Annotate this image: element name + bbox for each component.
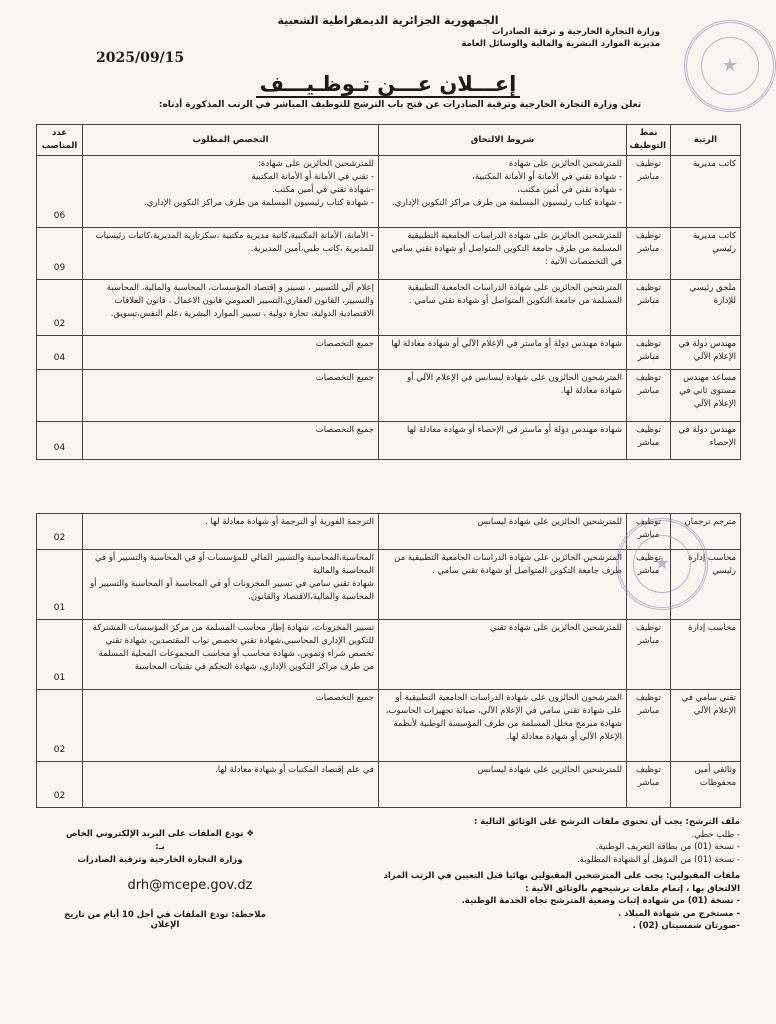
cell-specialty: المحاسبة،المحاسبة والتسيير المالي للمؤسسات أو في المحاسبة والتسيير أو في المحاسبة والمالية شهادة تقني سامي في تسيير المخزونات أو في المحاسبة أو المحاسبة والتسيير أو المحاسبة والمالية،الاقتصاد والقانون. bbox=[83, 550, 379, 620]
accepted-item: -صورتان شمسيتان (02) . bbox=[632, 921, 740, 931]
table-row bbox=[37, 156, 741, 228]
cell-rank: ملحق رئيسي للإدارة bbox=[671, 280, 741, 336]
col-header-count: عدد المناصب bbox=[37, 125, 83, 156]
cell-conditions: المترشحون الحائزون على شهادة الدراسات الجامعية التطبيقية أو على شهادة تقني سامي في الإعلام الآلي، صيانة تجهيزات الحاسوب، شهادة مبرمج محلل المسلمة من طرف المؤسسة الوطنية لأنظمة الإعلام الآلي أو شهادة معادلة لها. bbox=[379, 690, 627, 762]
docs-title: ملف الترشح: يجب أن تحتوي ملفات الترشح على الوثائق التالية : bbox=[473, 817, 740, 827]
cell-conditions: للمترشحين الحائزين على شهادة - شهادة تقني في الأمانة أو الأمانة المكتبية، - شهادة تقني في أمين مكتب، - شهادة كتاب رئيسيون المسلمة من طرف مراكز التكوين الإداري. bbox=[379, 156, 627, 228]
cell-conditions: المترشحين الحائزين على شهادة الدراسات الجامعية التطبيقية المسلمة من جامعة التكوين المتواصل أو شهادة تقني سامي . bbox=[379, 280, 627, 336]
accepted-item: - نسخة (01) من شهادة إثبات وضعية المترشح تجاه الخدمة الوطنية. bbox=[461, 896, 740, 906]
cell-count: 01 bbox=[37, 550, 83, 620]
table-row bbox=[37, 280, 741, 336]
intro-text: تعلن وزارة التجارة الخارجية وترقية الصادرات عن فتح باب الترشح للتوظيف المباشر في الرتب المذكورة أدناه: bbox=[158, 100, 642, 110]
cell-mode: توظيف مباشر bbox=[627, 370, 671, 422]
cell-count: 02 bbox=[37, 762, 83, 808]
col-header-specialty: التخصص المطلوب bbox=[83, 125, 379, 156]
cell-conditions: للمترشحين الحائزين على شهادة الدراسات الجامعية التطبيقية المسلمة من طرف جامعة التكوين المتواصل أو شهادة تقني سامي في التخصصات الآتية : bbox=[379, 228, 627, 280]
title-text: إعـــلان عـــن تـوظـيـــف bbox=[256, 72, 521, 98]
cell-count: 01 bbox=[37, 620, 83, 690]
directorate-name: مديرية الموارد البشرية والمالية والوسائل العامة bbox=[461, 39, 660, 49]
cell-rank: كاتب مديرية رئيسي bbox=[671, 228, 741, 280]
accepted-title: ملفات المقبولين: يجب على المترشحين المقبولين نهائيا قبل التعيين في الرتب المراد الالتحاق بها ، إتمام ملفات ترشيحهم بالوثائق الآتية : bbox=[383, 871, 740, 894]
cell-count bbox=[37, 370, 83, 422]
cell-conditions: المترشحون الحائزون على شهادة ليسانس في الإعلام الآلي أو شهادة معادلة لها. bbox=[379, 370, 627, 422]
deposit-instructions bbox=[60, 828, 260, 867]
ministry-header bbox=[410, 26, 660, 50]
cell-rank: محاسب إدارة bbox=[671, 620, 741, 690]
deadline-note: ملاحظة: تودع الملفات في أجل 10 أيام من تاريخ الإعلان bbox=[64, 910, 266, 930]
cell-count: 09 bbox=[37, 228, 83, 280]
cell-count: 02 bbox=[37, 690, 83, 762]
table-row bbox=[37, 336, 741, 370]
table-row bbox=[37, 422, 741, 460]
cell-count: 04 bbox=[37, 336, 83, 370]
deposit-line: وزارة التجارة الخارجية وترقية الصادرات bbox=[77, 855, 243, 865]
cell-conditions: شهادة مهندس دولة أو ماستر في الإعلام الآلي أو شهادة معادلة لها bbox=[379, 336, 627, 370]
cell-rank: محاسب إدارة رئيسي bbox=[671, 550, 741, 620]
cell-mode: توظيف مباشر bbox=[627, 228, 671, 280]
ministry-name: وزارة التجارة الخارجية و ترقية الصادرات bbox=[491, 27, 660, 37]
cell-specialty: - الأمانة، الأمانة المكتبية،كاتبة مديرية مكتبية ،سكرتارية المديرية،كاتبات رئيسيات للمديرية ،كاتب طبي،أمين المديرية. bbox=[83, 228, 379, 280]
cell-rank: وثائقي أمين محفوظات bbox=[671, 762, 741, 808]
republic-header: الجمهورية الجزائرية الديمقراطية الشعبية bbox=[277, 14, 499, 27]
required-documents bbox=[362, 816, 740, 933]
cell-conditions: للمترشحين الحائزين على شهادة ليسانس bbox=[379, 762, 627, 808]
cell-conditions: المترشحين الحائزين على شهادة الدراسات الجامعية التطبيقية من طرف جامعة التكوين المتواصل أو شهادة تقني سامي . bbox=[379, 550, 627, 620]
table-header-row bbox=[37, 125, 741, 156]
cell-mode: توظيف مباشر bbox=[627, 620, 671, 690]
table-row bbox=[37, 620, 741, 690]
table-row bbox=[37, 690, 741, 762]
table-row bbox=[37, 762, 741, 808]
cell-specialty: الترجمة الفورية أو الترجمة أو شهادة معادلة لها . bbox=[83, 514, 379, 550]
announcement-date: 2025/09/15 bbox=[96, 50, 185, 66]
official-stamp: ★ bbox=[684, 20, 776, 112]
cell-rank: مساعد مهندس مستوى ثاني في الإعلام الآلي bbox=[671, 370, 741, 422]
cell-specialty: تسيير المخزونات، شهادة إطار محاسب المسلمة من مركز المؤسسات المشتركة للتكوين الإداري المحاسبي،شهادة تقني تخصص نواب المقتصدين، شهادة تقني تخصص شراء وتموين، شهادة محاسب أو محاسب المجموعات المحلية المسلمة من طرف مراكز التكوين الإداري، شهادة التحكم في تقنيات المحاسبة bbox=[83, 620, 379, 690]
deposit-line: ❖ تودع الملفات على البريد الإلكتروني الخاص بـ: bbox=[65, 829, 255, 852]
cell-count: 02 bbox=[37, 280, 83, 336]
cell-specialty: جميع التخصصات bbox=[83, 690, 379, 762]
doc-item: - نسخة (01) من بطاقة التعريف الوطنية. bbox=[595, 842, 740, 852]
doc-item: - نسخة (01) من المؤهل أو الشهادة المطلوبة. bbox=[576, 854, 740, 865]
cell-mode: توظيف مباشر bbox=[627, 550, 671, 620]
cell-conditions: للمترشحين الحائزين على شهادة تقني bbox=[379, 620, 627, 690]
cell-mode: توظيف مباشر bbox=[627, 690, 671, 762]
contact-email[interactable]: drh@mcepe.gov.dz bbox=[127, 878, 253, 893]
cell-rank: مترجم ترجمان bbox=[671, 514, 741, 550]
cell-count: 04 bbox=[37, 422, 83, 460]
cell-count: 06 bbox=[37, 156, 83, 228]
positions-table bbox=[36, 124, 741, 460]
cell-rank: تقني سامي في الإعلام الآلي bbox=[671, 690, 741, 762]
cell-rank: كاتب مديرية bbox=[671, 156, 741, 228]
cell-mode: توظيف مباشر bbox=[627, 422, 671, 460]
cell-rank: مهندس دولة في الإحصاء bbox=[671, 422, 741, 460]
cell-mode: توظيف مباشر bbox=[627, 514, 671, 550]
cell-specialty: للمترشحين الحائزين على شهادة: - تقني في الأمانة أو الأمانة المكتبية -شهادة تقني في أمين مكتب. - شهادة كتاب رئيسيون المسلمة من طرف مراكز التكوين الإداري. bbox=[83, 156, 379, 228]
cell-conditions: شهادة مهندس دولة أو ماستر في الإحصاء أو شهادة معادلة لها bbox=[379, 422, 627, 460]
cell-mode: توظيف مباشر bbox=[627, 280, 671, 336]
accepted-item: - مستخرج من شهادة الميلاد . bbox=[617, 908, 740, 919]
cell-conditions: للمترشحين الحائزين على شهادة ليسانس bbox=[379, 514, 627, 550]
cell-specialty: جميع التخصصات bbox=[83, 370, 379, 422]
cell-specialty: في علم إقتصاد المكتبات أو شهادة معادلة لها. bbox=[83, 762, 379, 808]
cell-mode: توظيف مباشر bbox=[627, 762, 671, 808]
cell-mode: توظيف مباشر bbox=[627, 336, 671, 370]
cell-rank: مهندس دولة في الإعلام الآلي bbox=[671, 336, 741, 370]
cell-count: 02 bbox=[37, 514, 83, 550]
col-header-conditions: شروط الالتحاق bbox=[379, 125, 627, 156]
cell-specialty: جميع التخصصات bbox=[83, 422, 379, 460]
cell-specialty: إعلام آلي للتسيير ، تسيير و إقتصاد المؤسسات، المحاسبة والمالية، المحاسبة والتسيير، القانون العقاري،التسيير العمومي قانون الاعمال ، قانون العلاقات الاقتصادية الدولية، تجارة دولية ، تسيير الموارد البشرية ،علم النفس،تسويق. bbox=[83, 280, 379, 336]
cell-mode: توظيف مباشر bbox=[627, 156, 671, 228]
table-row bbox=[37, 370, 741, 422]
page-title bbox=[0, 72, 776, 96]
col-header-mode: نمط التوظيف bbox=[627, 125, 671, 156]
table-row bbox=[37, 228, 741, 280]
doc-item: - طلب خطي. bbox=[691, 829, 740, 840]
official-stamp: ★ bbox=[616, 518, 708, 610]
cell-specialty: جميع التخصصات bbox=[83, 336, 379, 370]
col-header-rank: الرتبة bbox=[671, 125, 741, 156]
